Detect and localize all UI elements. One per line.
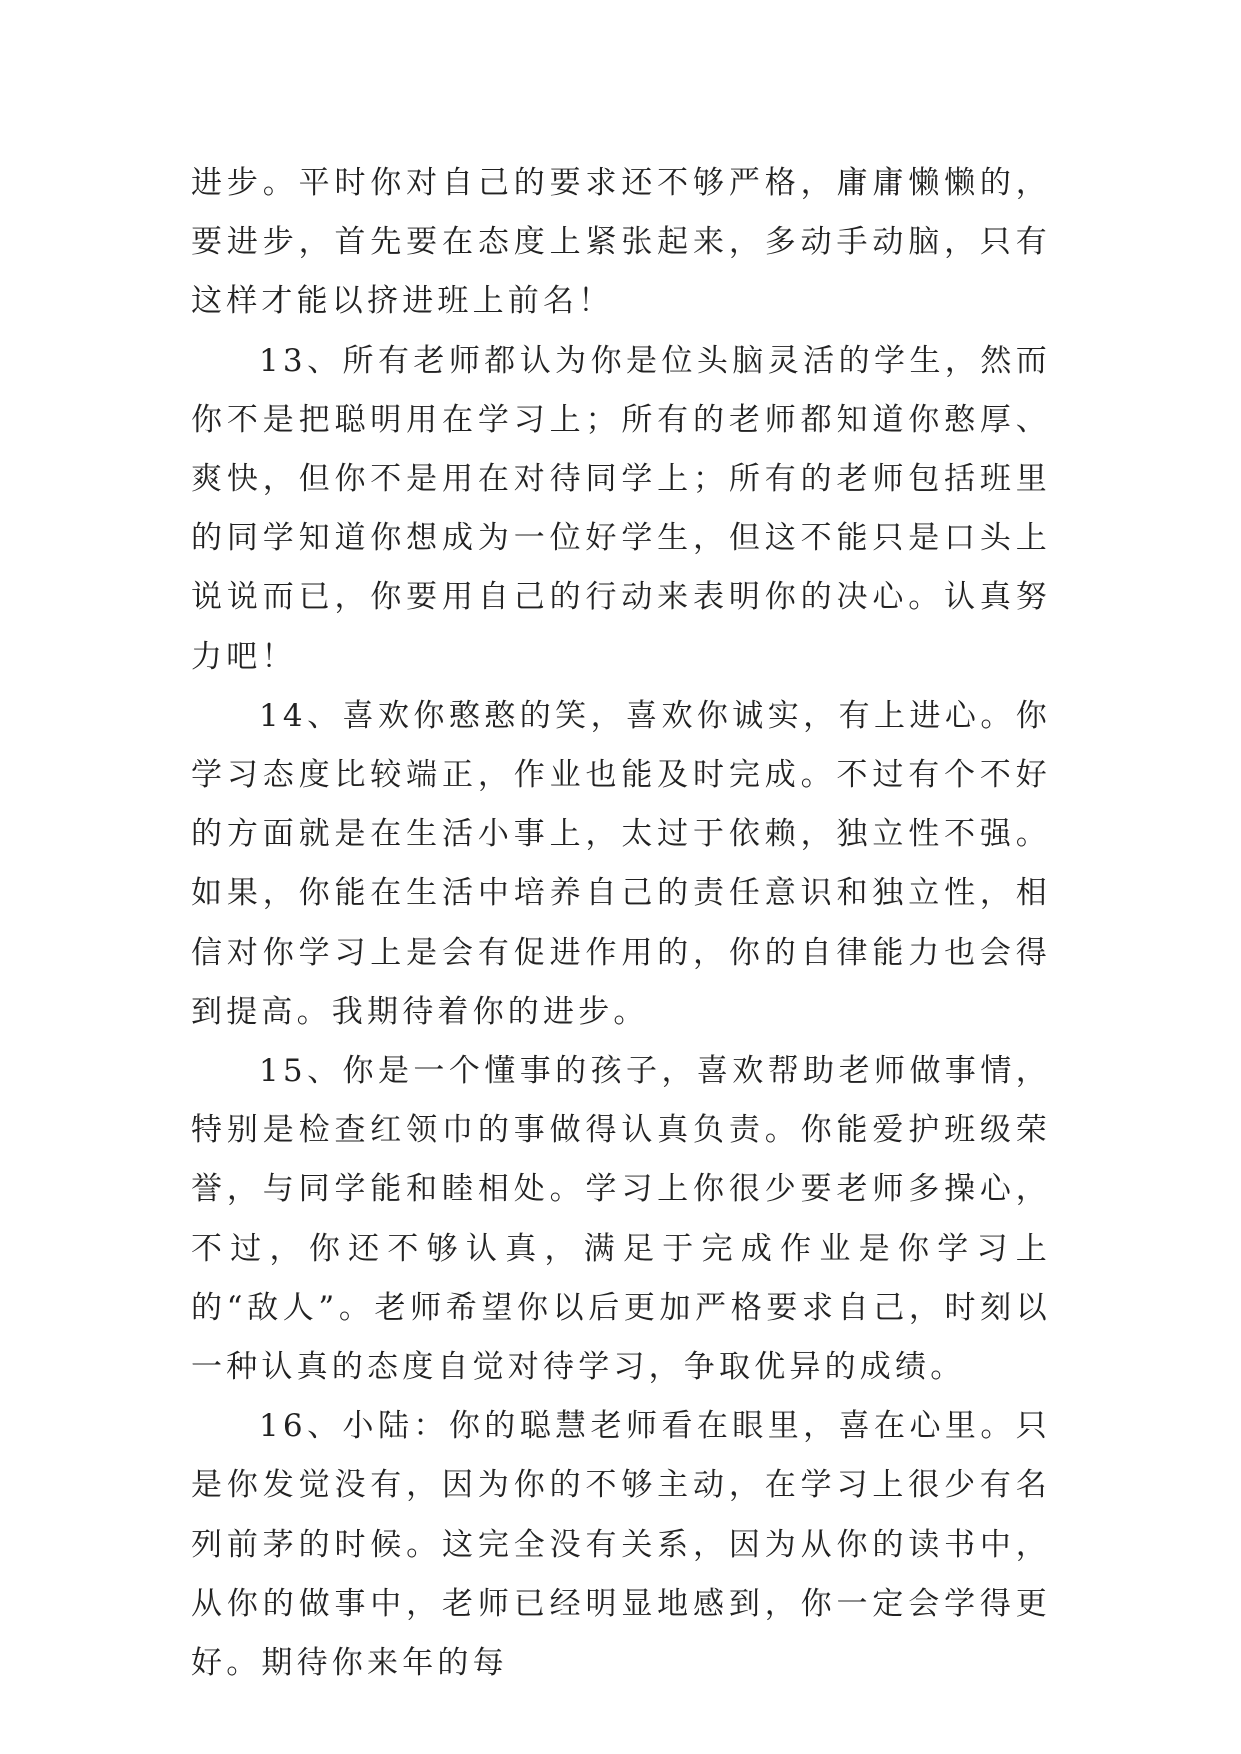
- paragraph-comment-13: 13、所有老师都认为你是位头脑灵活的学生，然而你不是把聪明用在学习上；所有的老师都知道你憨厚、爽快，但你不是用在对待同学上；所有的老师包括班里的同学知道你想成为一位好学生，但这不能只是口头上说说而已，你要用自己的行动来表明你的决心。认真努力吧！: [191, 342, 1051, 675]
- paragraph-comment-14: 14、喜欢你憨憨的笑，喜欢你诚实，有上进心。你学习态度比较端正，作业也能及时完成。不过有个不好的方面就是在生活小事上，太过于依赖，独立性不强。如果，你能在生活中培养自己的责任意识和独立性，相信对你学习上是会有促进作用的，你的自律能力也会得到提高。我期待着你的进步。: [191, 697, 1051, 1030]
- document-body: [191, 154, 1051, 1693]
- paragraph-continuation: 进步。平时你对自己的要求还不够严格，庸庸懒懒的，要进步，首先要在态度上紧张起来，多动手动脑，只有这样才能以挤进班上前名！: [191, 165, 1051, 320]
- paragraph-comment-16: 16、小陆：你的聪慧老师看在眼里，喜在心里。只是你发觉没有，因为你的不够主动，在学习上很少有名列前茅的时候。这完全没有关系，因为从你的读书中，从你的做事中，老师已经明显地感到，你一定会学得更好。期待你来年的每: [191, 1408, 1051, 1682]
- paragraph-comment-15: 15、你是一个懂事的孩子，喜欢帮助老师做事情，特别是检查红领巾的事做得认真负责。你能爱护班级荣誉，与同学能和睦相处。学习上你很少要老师多操心，不过，你还不够认真，满足于完成作业是你学习上的“敌人”。老师希望你以后更加严格要求自己，时刻以一种认真的态度自觉对待学习，争取优异的成绩。: [191, 1053, 1051, 1386]
